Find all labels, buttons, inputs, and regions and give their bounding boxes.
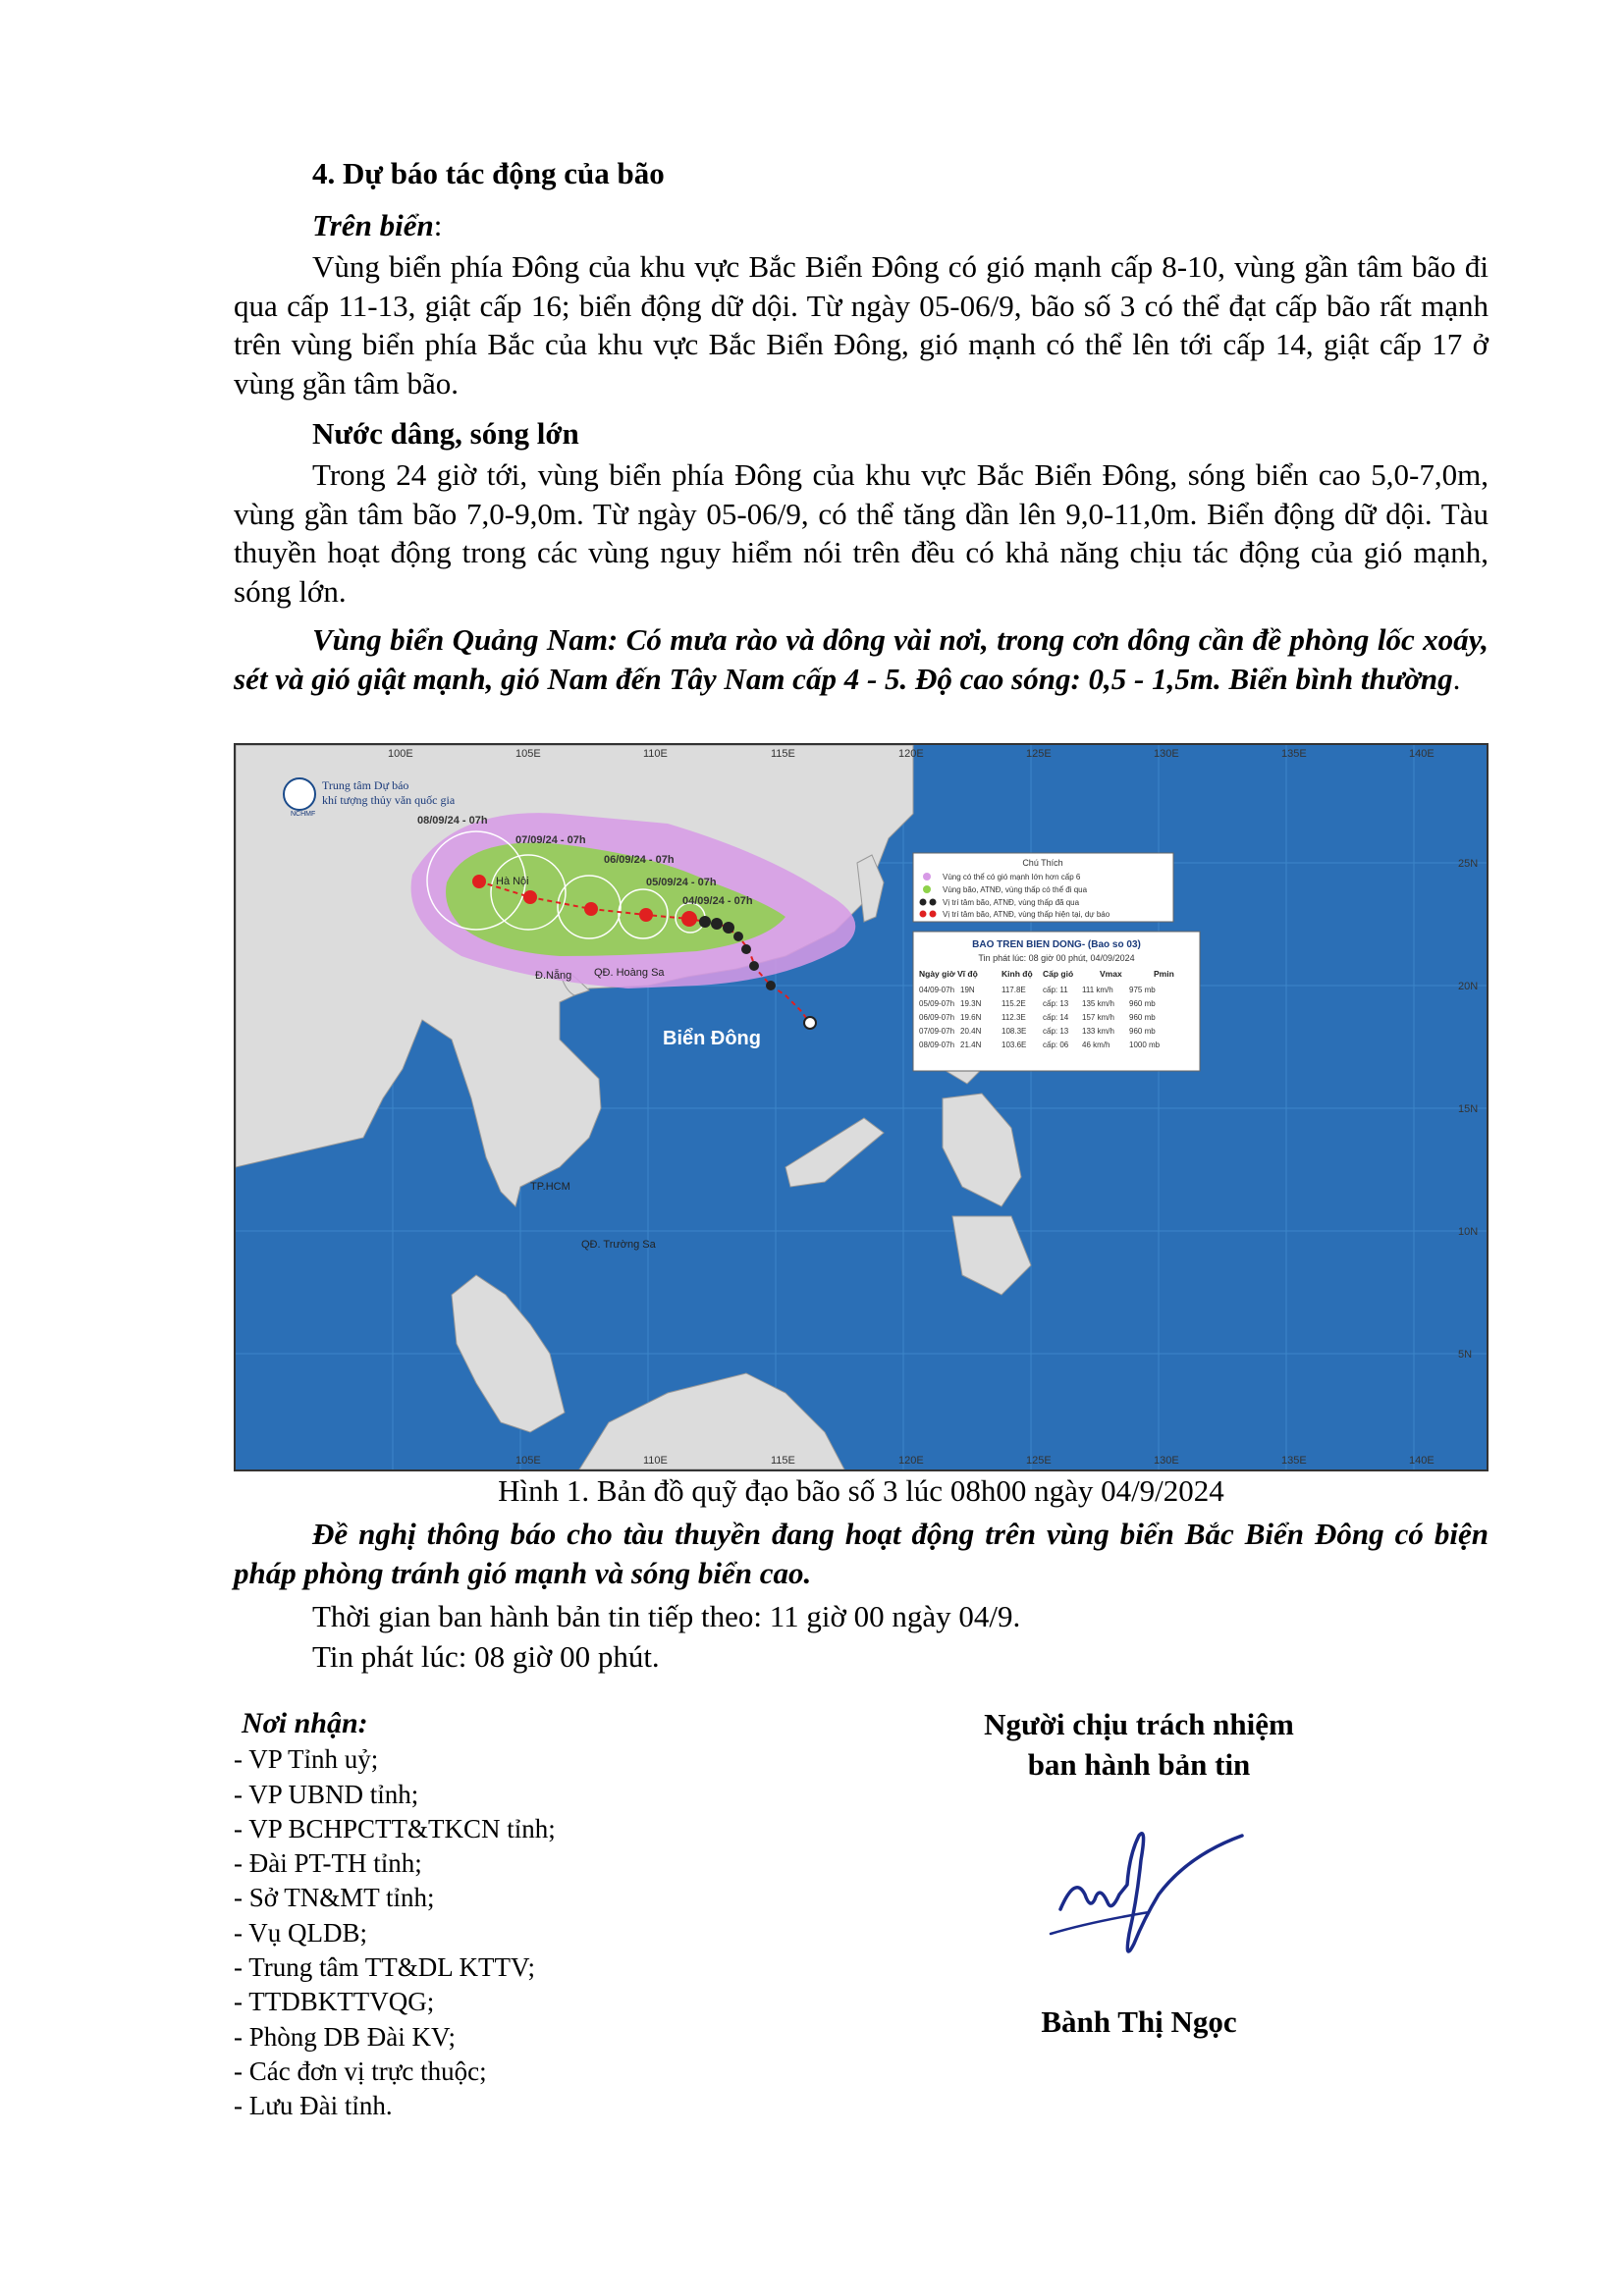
svg-text:115.2E: 115.2E bbox=[1001, 999, 1026, 1008]
storm-track-map bbox=[234, 743, 1489, 1471]
section-heading: 4. Dự báo tác động của bão bbox=[312, 156, 665, 190]
place-danang: Đ.Nẵng bbox=[535, 970, 572, 982]
lon-top-5: 125E bbox=[1026, 748, 1052, 760]
list-item: - VP BCHPCTT&TKCN tỉnh; bbox=[234, 1813, 556, 1843]
sea-subheading bbox=[312, 206, 442, 245]
issued-at: Tin phát lúc: 08 giờ 00 phút. bbox=[312, 1639, 660, 1674]
place-bien-dong: Biển Đông bbox=[663, 1028, 761, 1049]
svg-text:Cấp gió: Cấp gió bbox=[1043, 969, 1074, 979]
lon-top-8: 140E bbox=[1409, 748, 1435, 760]
lat-1: 20N bbox=[1458, 981, 1479, 992]
legend-past-icon bbox=[920, 899, 927, 906]
lon-top-0: 100E bbox=[388, 748, 413, 760]
table-title: BAO TREN BIEN DONG- (Bao so 03) bbox=[972, 939, 1141, 950]
lon-top-3: 115E bbox=[771, 748, 795, 760]
track-label-1: 07/09/24 - 07h bbox=[515, 834, 586, 846]
svg-text:08/09-07h: 08/09-07h bbox=[919, 1041, 955, 1049]
surge-subheading: Nước dâng, sóng lớn bbox=[312, 416, 579, 451]
legend-item-0: Vùng có thể có gió mạnh lớn hơn cấp 6 bbox=[943, 873, 1081, 881]
svg-text:cấp: 11: cấp: 11 bbox=[1043, 986, 1068, 994]
sea-title: Trên biển bbox=[312, 208, 434, 242]
storm-info-table bbox=[913, 932, 1200, 1071]
lon-bottom-5: 130E bbox=[1154, 1455, 1179, 1467]
agency-name-line2: khí tượng thủy văn quốc gia bbox=[322, 793, 456, 807]
lon-bottom-7: 140E bbox=[1409, 1455, 1435, 1467]
svg-text:cấp: 14: cấp: 14 bbox=[1043, 1013, 1069, 1022]
svg-text:05/09-07h: 05/09-07h bbox=[919, 999, 955, 1008]
lon-top-7: 135E bbox=[1281, 748, 1307, 760]
svg-text:112.3E: 112.3E bbox=[1001, 1013, 1026, 1022]
lon-bottom-4: 125E bbox=[1026, 1455, 1052, 1467]
quangnam-end: . bbox=[1452, 661, 1461, 696]
sea-title-colon: : bbox=[433, 208, 443, 242]
lon-bottom-6: 135E bbox=[1281, 1455, 1307, 1467]
list-item: - Sở TN&MT tỉnh; bbox=[234, 1883, 435, 1913]
svg-text:04/09-07h: 04/09-07h bbox=[919, 986, 955, 994]
lon-top-6: 130E bbox=[1154, 748, 1179, 760]
lat-3: 10N bbox=[1458, 1226, 1479, 1238]
quangnam-text: Vùng biển Quảng Nam: Có mưa rào và dông vài nơi, trong cơn dông cần đề phòng lốc xoáy, sét và gió giật mạnh, gió Nam đến Tây Nam cấp 4 - 5. Độ cao sóng: 0,5 - 1,5m. Biển bình thường bbox=[234, 622, 1489, 696]
table-issued: Tin phát lúc: 08 giờ 00 phút, 04/09/2024 bbox=[978, 953, 1135, 963]
place-hoangsa: QĐ. Hoàng Sa bbox=[594, 967, 665, 979]
track-label-3: 05/09/24 - 07h bbox=[646, 877, 717, 888]
legend-item-1: Vùng bão, ATNĐ, vùng thấp có thể đi qua bbox=[943, 885, 1088, 894]
svg-text:135 km/h: 135 km/h bbox=[1082, 999, 1114, 1008]
svg-text:Kinh độ: Kinh độ bbox=[1001, 969, 1033, 979]
svg-text:07/09-07h: 07/09-07h bbox=[919, 1027, 955, 1036]
legend-item-2: Vị trí tâm bão, ATNĐ, vùng thấp đã qua bbox=[943, 898, 1080, 907]
lon-bottom-3: 120E bbox=[898, 1455, 924, 1467]
svg-text:960 mb: 960 mb bbox=[1129, 999, 1156, 1008]
list-item: - VP Tỉnh uỷ; bbox=[234, 1744, 379, 1775]
svg-text:46 km/h: 46 km/h bbox=[1082, 1041, 1110, 1049]
svg-text:19.6N: 19.6N bbox=[960, 1013, 982, 1022]
svg-text:157 km/h: 157 km/h bbox=[1082, 1013, 1114, 1022]
svg-text:19N: 19N bbox=[960, 986, 975, 994]
agency-name-line1: Trung tâm Dự báo bbox=[322, 778, 409, 792]
legend-title: Chú Thích bbox=[1022, 858, 1063, 868]
svg-text:06/09-07h: 06/09-07h bbox=[919, 1013, 955, 1022]
svg-text:Pmin: Pmin bbox=[1154, 969, 1174, 979]
list-item: - Đài PT-TH tỉnh; bbox=[234, 1848, 422, 1879]
sea-paragraph: Vùng biển phía Đông của khu vực Bắc Biển Đông có gió mạnh cấp 8-10, vùng gần tâm bão đi qua cấp 11-13, giật cấp 16; biển động dữ dội. Từ ngày 05-06/9, bão số 3 có thể đạt cấp bão rất mạnh trên vùng biển phía Bắc của khu vực Bắc Biển Đông, gió mạnh có thể lên tới cấp 14, giật cấp 17 ở vùng gần tâm bão. bbox=[234, 249, 1489, 400]
svg-text:21.4N: 21.4N bbox=[960, 1041, 982, 1049]
agency-logo-text: NCHMF bbox=[291, 811, 316, 818]
svg-text:133 km/h: 133 km/h bbox=[1082, 1027, 1114, 1036]
svg-text:108.3E: 108.3E bbox=[1001, 1027, 1027, 1036]
surge-paragraph: Trong 24 giờ tới, vùng biển phía Đông của khu vực Bắc Biển Đông, sóng biển cao 5,0-7,0m, vùng gần tâm bão 7,0-9,0m. Từ ngày 05-06/9, có thể tăng dần lên 9,0-11,0m. Biển động dữ dội. Tàu thuyền hoạt động trong các vùng nguy hiểm nói trên đều có khả năng chịu tác động của gió mạnh, sóng lớn. bbox=[234, 457, 1489, 609]
lon-top-4: 120E bbox=[898, 748, 924, 760]
recipients-heading: Nơi nhận: bbox=[242, 1707, 368, 1739]
svg-text:Ngày giờ: Ngày giờ bbox=[919, 969, 955, 979]
list-item: - Các đơn vị trực thuộc; bbox=[234, 2056, 487, 2086]
lon-top-2: 110E bbox=[643, 748, 668, 760]
next-bulletin: Thời gian ban hành bản tin tiếp theo: 11 giờ 00 ngày 04/9. bbox=[312, 1599, 1021, 1633]
svg-text:19.3N: 19.3N bbox=[960, 999, 982, 1008]
lat-4: 5N bbox=[1458, 1349, 1473, 1361]
list-item: - Phòng DB Đài KV; bbox=[234, 2021, 456, 2052]
list-item: - TTDBKTTVQG; bbox=[234, 1987, 435, 2017]
track-label-0: 08/09/24 - 07h bbox=[417, 815, 488, 827]
svg-text:960 mb: 960 mb bbox=[1129, 1013, 1156, 1022]
list-item: - Lưu Đài tỉnh. bbox=[234, 2091, 393, 2121]
svg-text:cấp: 13: cấp: 13 bbox=[1043, 999, 1069, 1008]
list-item: - VP UBND tỉnh; bbox=[234, 1779, 419, 1809]
legend-track-zone-icon bbox=[923, 885, 931, 893]
svg-text:103.6E: 103.6E bbox=[1001, 1041, 1027, 1049]
lon-bottom-0: 105E bbox=[515, 1455, 541, 1467]
lon-top-1: 105E bbox=[515, 748, 541, 760]
list-item: - Vụ QLDB; bbox=[234, 1917, 368, 1948]
place-truongsa: QĐ. Trường Sa bbox=[581, 1239, 656, 1251]
lon-bottom-1: 110E bbox=[643, 1455, 668, 1467]
legend-forecast-icon bbox=[920, 911, 927, 918]
lat-2: 15N bbox=[1458, 1103, 1479, 1115]
svg-text:1000 mb: 1000 mb bbox=[1129, 1041, 1161, 1049]
svg-text:117.8E: 117.8E bbox=[1001, 986, 1026, 994]
track-label-4: 04/09/24 - 07h bbox=[682, 895, 753, 907]
quangnam-paragraph bbox=[234, 620, 1489, 698]
legend-item-3: Vị trí tâm bão, ATNĐ, vùng thấp hiện tại, dự báo bbox=[943, 910, 1110, 919]
figure-caption: Hình 1. Bản đồ quỹ đạo bão số 3 lúc 08h00 ngày 04/9/2024 bbox=[498, 1473, 1224, 1508]
svg-text:Vĩ độ: Vĩ độ bbox=[957, 969, 978, 979]
svg-text:cấp: 06: cấp: 06 bbox=[1043, 1041, 1069, 1049]
signer-title-line2: ban hành bản tin bbox=[1027, 1747, 1251, 1782]
signer-title-line1: Người chịu trách nhiệm bbox=[984, 1707, 1294, 1741]
svg-text:20.4N: 20.4N bbox=[960, 1027, 982, 1036]
lon-bottom-2: 115E bbox=[771, 1455, 795, 1467]
svg-text:Vmax: Vmax bbox=[1100, 969, 1122, 979]
advice-paragraph: Đề nghị thông báo cho tàu thuyền đang hoạt động trên vùng biển Bắc Biển Đông có biện pháp phòng tránh gió mạnh và sóng biển cao. bbox=[234, 1517, 1489, 1590]
lat-0: 25N bbox=[1458, 858, 1479, 870]
recipients-list bbox=[234, 1706, 556, 2124]
svg-text:111 km/h: 111 km/h bbox=[1082, 986, 1113, 994]
track-label-2: 06/09/24 - 07h bbox=[604, 854, 675, 866]
map-svg bbox=[236, 745, 1487, 1469]
svg-text:cấp: 13: cấp: 13 bbox=[1043, 1027, 1069, 1036]
agency-logo-icon bbox=[284, 778, 315, 810]
svg-text:975 mb: 975 mb bbox=[1129, 986, 1156, 994]
legend-strong-wind-icon bbox=[923, 873, 931, 881]
list-item: - Trung tâm TT&DL KTTV; bbox=[234, 1952, 535, 1983]
place-tphcm: TP.HCM bbox=[530, 1181, 570, 1193]
map-legend bbox=[913, 853, 1173, 922]
place-hanoi: Hà Nội bbox=[496, 876, 529, 887]
handwritten-signature-icon bbox=[1031, 1816, 1257, 1983]
svg-text:960 mb: 960 mb bbox=[1129, 1027, 1156, 1036]
signer-name: Bành Thị Ngọc bbox=[1041, 2004, 1237, 2039]
